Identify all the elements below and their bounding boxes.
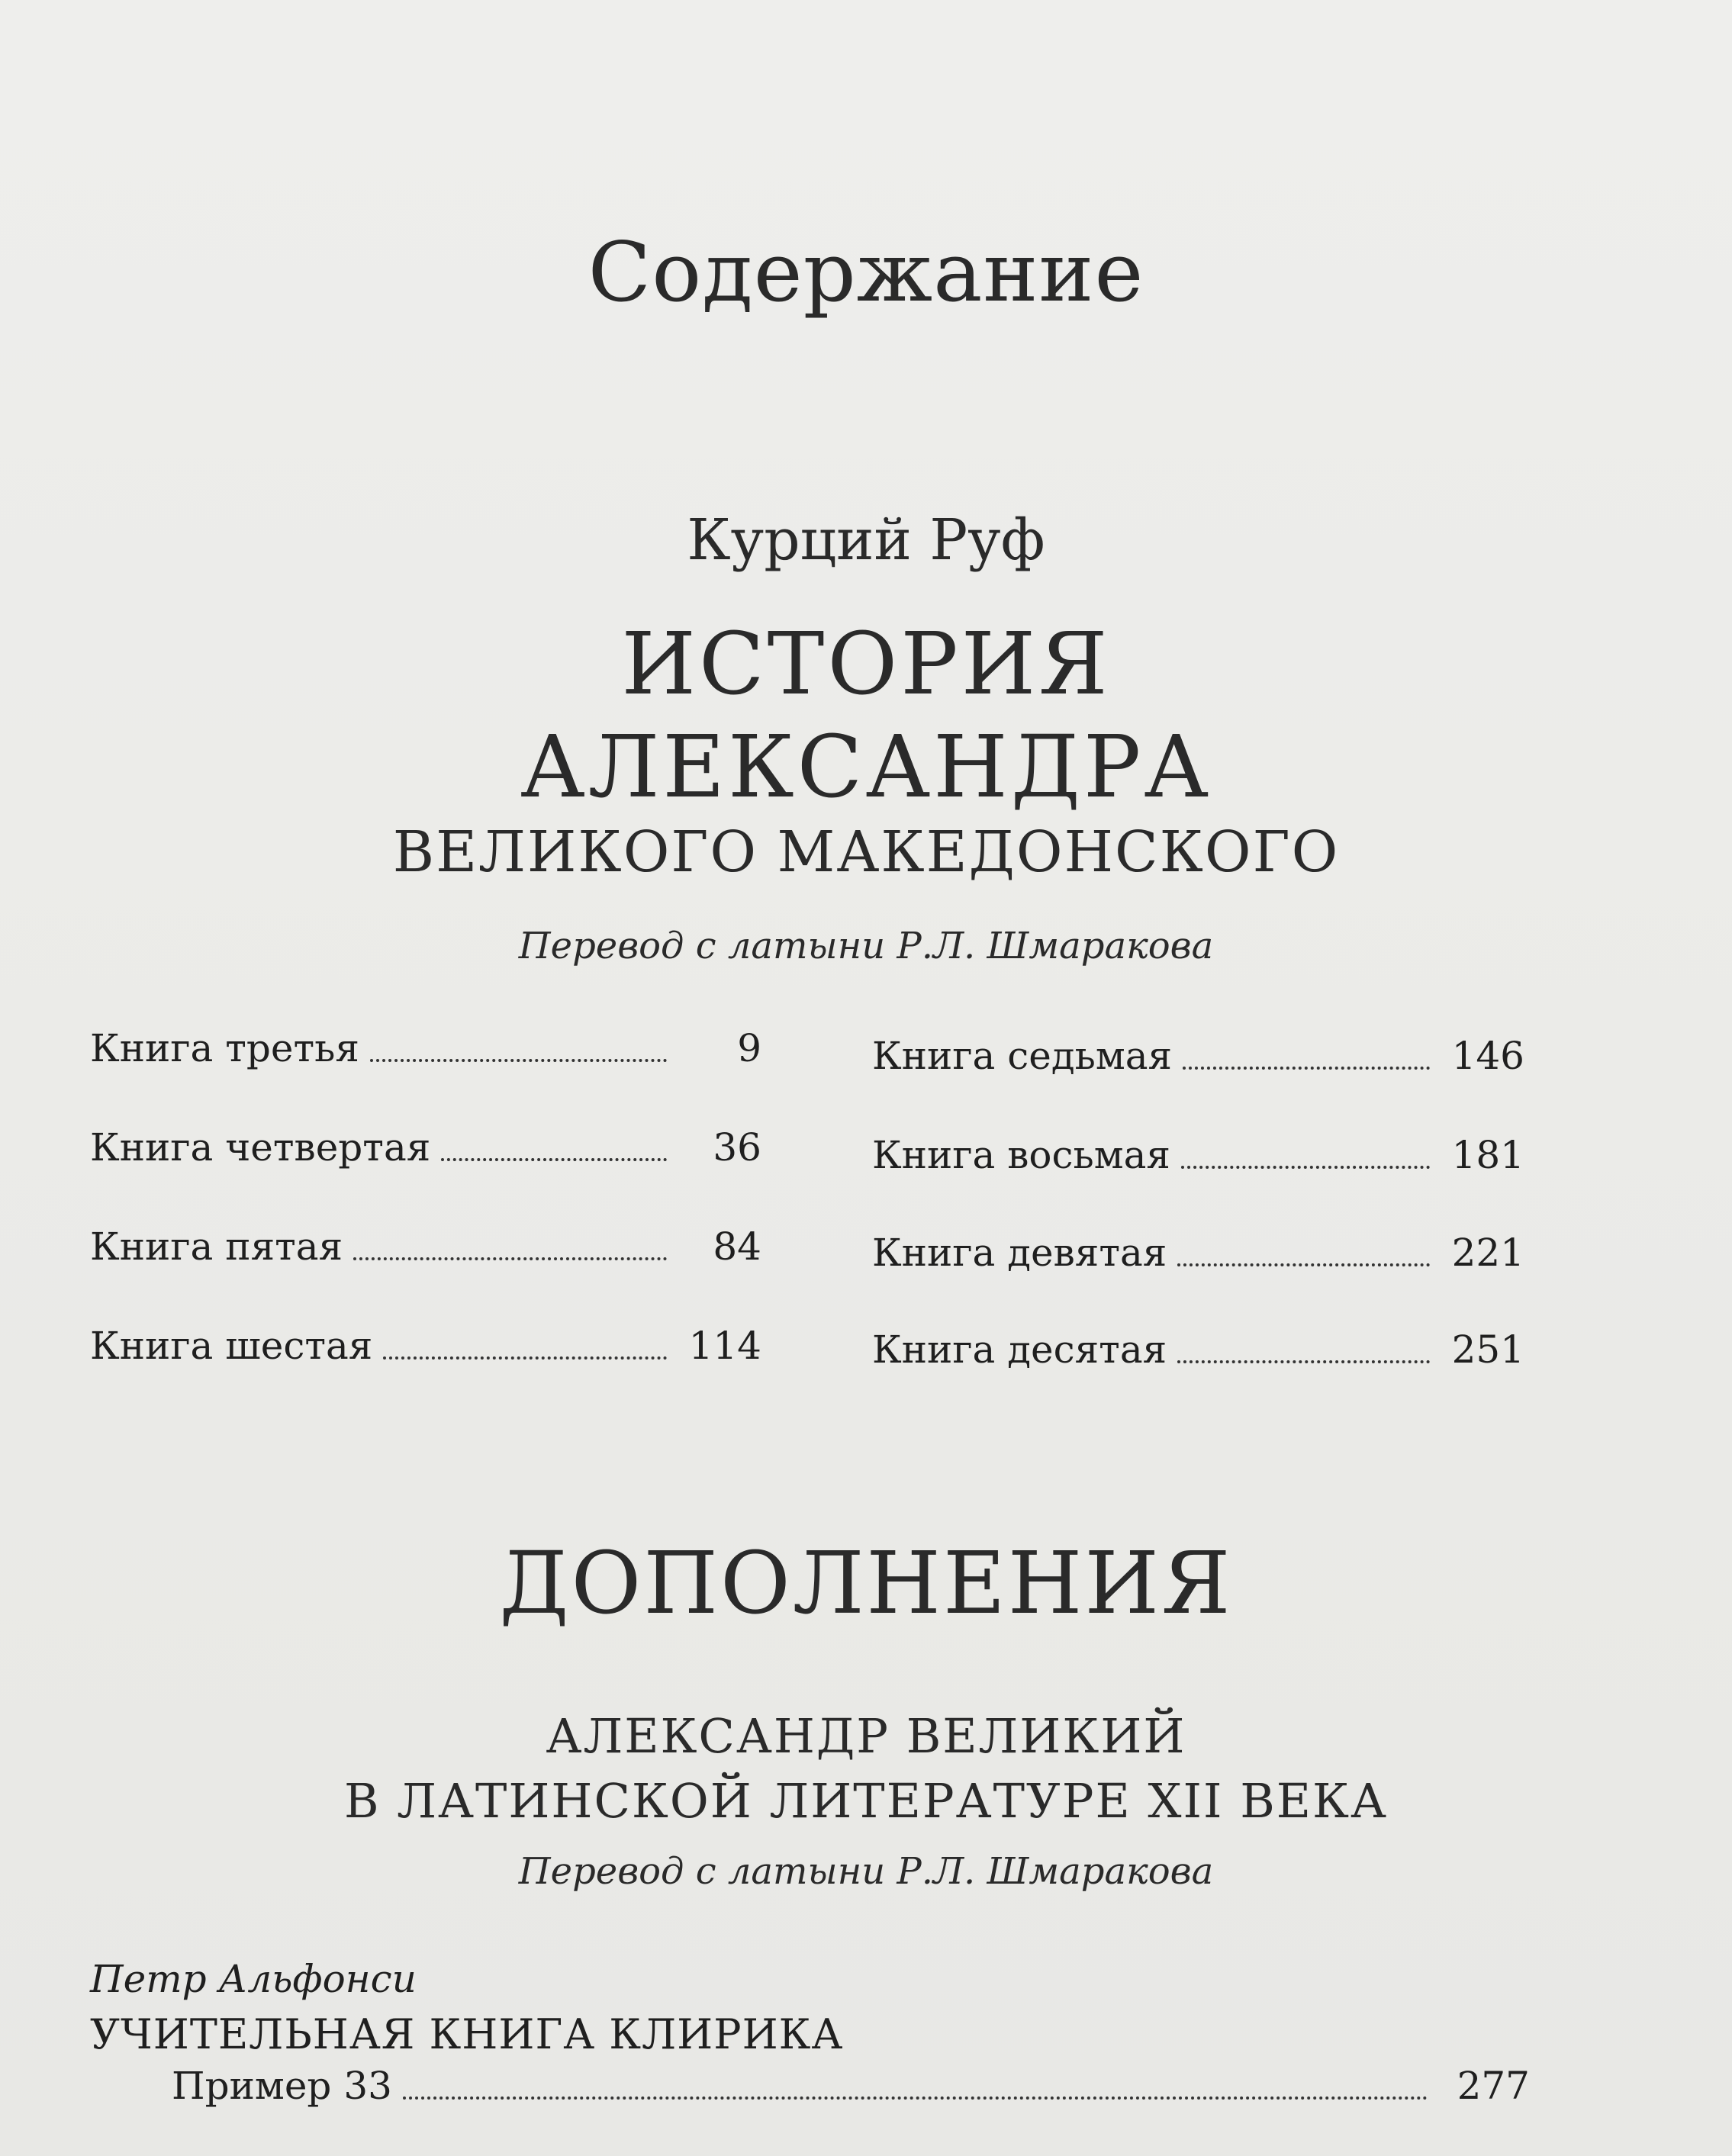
- toc-entry-label: Книга седьмая: [872, 1034, 1173, 1078]
- toc-entry-label: Пример 33: [172, 2064, 392, 2108]
- leader-dots: [1183, 1067, 1430, 1070]
- translator-note: Перевод с латыни Р.Л. Шмаракова: [518, 925, 1214, 967]
- toc-entry-book-9[interactable]: [872, 1231, 1524, 1275]
- toc-entry-page: 146: [1451, 1034, 1524, 1078]
- leader-dots: [383, 1356, 667, 1360]
- supplements-translator-note: Перевод с латыни Р.Л. Шмаракова: [518, 1850, 1214, 1893]
- supplements-heading: ДОПОЛНЕНИЯ: [499, 1534, 1233, 1633]
- leader-dots: [403, 2096, 1428, 2100]
- toc-entry-label: Книга третья: [90, 1026, 359, 1070]
- toc-entry-book-5[interactable]: [90, 1224, 761, 1269]
- toc-entry-example-33[interactable]: [172, 2064, 1530, 2108]
- toc-entry-book-10[interactable]: [872, 1327, 1524, 1372]
- entry-author: Петр Альфонси: [90, 1957, 417, 2001]
- toc-entry-page: 277: [1457, 2064, 1530, 2108]
- toc-entry-page: 36: [713, 1125, 761, 1170]
- toc-entry-book-7[interactable]: [872, 1034, 1524, 1078]
- toc-entry-book-3[interactable]: [90, 1026, 761, 1070]
- toc-entry-label: Книга шестая: [90, 1324, 373, 1368]
- page-title: Содержание: [588, 225, 1144, 320]
- toc-entry-page: 251: [1451, 1327, 1524, 1372]
- toc-entry-page: 181: [1451, 1133, 1524, 1177]
- toc-entry-label: Книга девятая: [872, 1231, 1167, 1275]
- work-title-line-3: ВЕЛИКОГО МАКЕДОНСКОГО: [392, 819, 1340, 885]
- toc-entry-label: Книга четвертая: [90, 1125, 431, 1170]
- leader-dots: [370, 1059, 667, 1062]
- toc-entry-page: 84: [713, 1224, 761, 1269]
- entry-title: УЧИТЕЛЬНАЯ КНИГА КЛИРИКА: [90, 2010, 844, 2058]
- toc-entry-label: Книга восьмая: [872, 1133, 1170, 1177]
- toc-entry-book-6[interactable]: [90, 1324, 761, 1368]
- leader-dots: [441, 1158, 667, 1161]
- supplements-subtitle-line-1: АЛЕКСАНДР ВЕЛИКИЙ: [546, 1708, 1186, 1764]
- work-title-line-2: АЛЕКСАНДРА: [520, 718, 1212, 817]
- toc-entry-page: 9: [737, 1026, 761, 1070]
- toc-entry-label: Книга десятая: [872, 1327, 1167, 1372]
- leader-dots: [1177, 1263, 1430, 1266]
- toc-entry-page: 114: [688, 1324, 761, 1368]
- leader-dots: [1177, 1360, 1430, 1363]
- toc-entry-book-8[interactable]: [872, 1133, 1524, 1177]
- supplements-subtitle-line-2: В ЛАТИНСКОЙ ЛИТЕРАТУРЕ XII ВЕКА: [344, 1773, 1388, 1829]
- toc-entry-label: Книга пятая: [90, 1224, 343, 1269]
- leader-dots: [353, 1257, 667, 1260]
- toc-entry-page: 221: [1451, 1231, 1524, 1275]
- author-name: Курций Руф: [687, 507, 1045, 573]
- work-title-line-1: ИСТОРИЯ: [621, 615, 1111, 714]
- leader-dots: [1181, 1166, 1430, 1169]
- toc-entry-book-4[interactable]: [90, 1125, 761, 1170]
